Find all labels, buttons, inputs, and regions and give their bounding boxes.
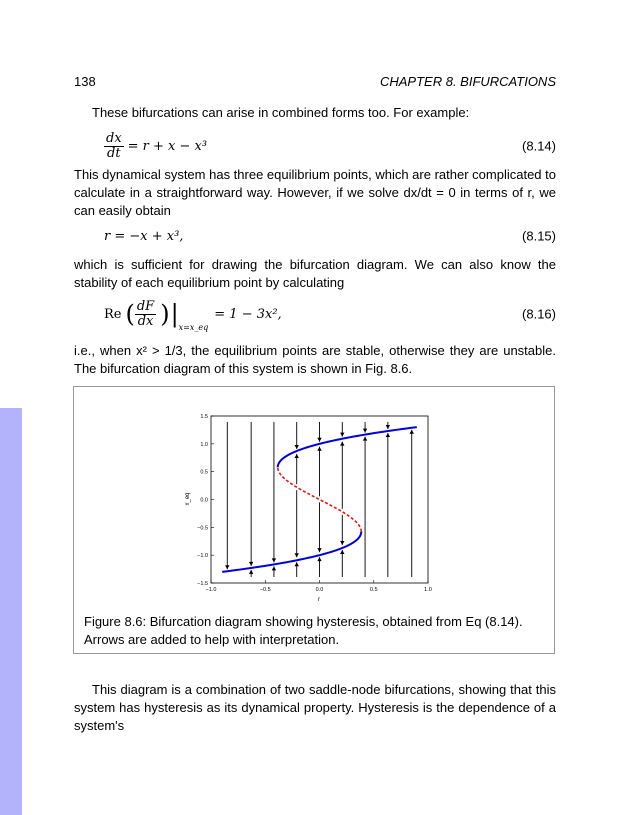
equation-body: r = −x + x³, — [104, 228, 184, 244]
flow-arrow — [249, 570, 253, 577]
equation-rhs: = 1 − 3x², — [214, 306, 282, 322]
equation-number: (8.14) — [522, 138, 556, 154]
flow-arrow — [317, 557, 321, 577]
paragraph-5: This diagram is a combination of two saddle-node bifurcations, showing that this system has hysteresis as its dynamical property. Hysteresis is the dependence of a system's — [74, 682, 556, 733]
flow-arrow — [340, 550, 344, 577]
flow-arrow — [295, 422, 299, 449]
y-axis-label: x_eq — [185, 492, 191, 506]
equation-8-15 — [74, 220, 556, 252]
bifurcation-diagram — [74, 387, 554, 609]
fraction — [135, 300, 156, 329]
y-tick-label: −1.5 — [197, 581, 208, 587]
chapter-title: CHAPTER 8. BIFURCATIONS — [379, 74, 556, 89]
flow-arrow — [295, 562, 299, 577]
y-tick-label: 1.5 — [200, 414, 208, 420]
flow-arrow — [363, 437, 367, 577]
flow-arrow — [340, 515, 344, 545]
paragraph-1: These bifurcations can arise in combined forms too. For example: — [92, 105, 470, 120]
page-header — [74, 74, 556, 89]
flow-arrow — [225, 422, 229, 569]
x-tick-label: −1.0 — [205, 587, 217, 593]
flow-arrow — [272, 422, 276, 562]
flow-arrow — [340, 442, 344, 509]
y-tick-label: 1.0 — [200, 441, 208, 448]
flow-arrow — [295, 454, 299, 484]
equation-rhs: = r + x − x³ — [127, 138, 208, 154]
flow-arrow — [317, 502, 321, 552]
figure-8-6 — [73, 386, 555, 654]
y-tick-label: 0.5 — [200, 469, 208, 476]
figure-caption: Figure 8.6: Bifurcation diagram showing hysteresis, obtained from Eq (8.14). Arrows are added to help with interpretation. — [84, 614, 523, 647]
fraction — [104, 132, 124, 161]
stable-branch-upper — [278, 427, 417, 467]
flow-arrow — [317, 422, 321, 442]
page-sidebar-tab — [0, 408, 22, 815]
x-axis-label: r — [318, 597, 320, 603]
paragraph-3: which is sufficient for drawing the bifurcation diagram. We can also know the stability of each equilibrium point by calculating — [74, 257, 556, 290]
numerator: dF — [136, 298, 155, 314]
page-number: 138 — [74, 74, 96, 89]
equation-number: (8.16) — [522, 306, 556, 322]
numerator: dx — [106, 130, 122, 146]
flow-arrow — [386, 422, 390, 429]
paragraph-2: This dynamical system has three equilibrium points, which are rather complicated to calculate in a straightforward way. However, if we solve dx/dt = 0 in terms of r, we can easily obtain — [74, 167, 556, 218]
denominator: dt — [107, 145, 121, 161]
equation-8-16: Re ( $\frac{dF}{dx}$ ) | x=x_eq = 1 − 3x², (8.16) — [104, 298, 556, 332]
flow-arrow — [317, 447, 321, 497]
equation-8-14 — [74, 130, 556, 162]
y-tick-label: −0.5 — [197, 525, 208, 532]
equation-number: (8.15) — [522, 228, 556, 244]
evaluation-subscript: x=x_eq — [178, 323, 209, 332]
flow-arrow — [340, 422, 344, 437]
flow-arrow — [386, 433, 390, 577]
x-tick-label: 1.0 — [424, 587, 432, 593]
y-tick-label: −1.0 — [197, 553, 208, 560]
denominator: dx — [137, 313, 154, 329]
x-tick-label: 0.0 — [315, 587, 324, 593]
x-tick-label: −0.5 — [259, 587, 271, 593]
paragraph-4: i.e., when x² > 1/3, the equilibrium points are stable, otherwise they are unstable. The bifurcation diagram of this system is shown in Fig. 8.6. — [74, 343, 556, 376]
re-operator: Re — [104, 306, 122, 322]
stable-branch-lower — [222, 532, 361, 572]
x-tick-label: 0.5 — [369, 587, 378, 593]
flow-arrow — [295, 490, 299, 557]
flow-arrow — [410, 430, 414, 577]
y-tick-label: 0.0 — [200, 497, 208, 504]
flow-arrow — [272, 566, 276, 577]
flow-arrow — [249, 422, 253, 566]
flow-arrow — [363, 422, 367, 433]
